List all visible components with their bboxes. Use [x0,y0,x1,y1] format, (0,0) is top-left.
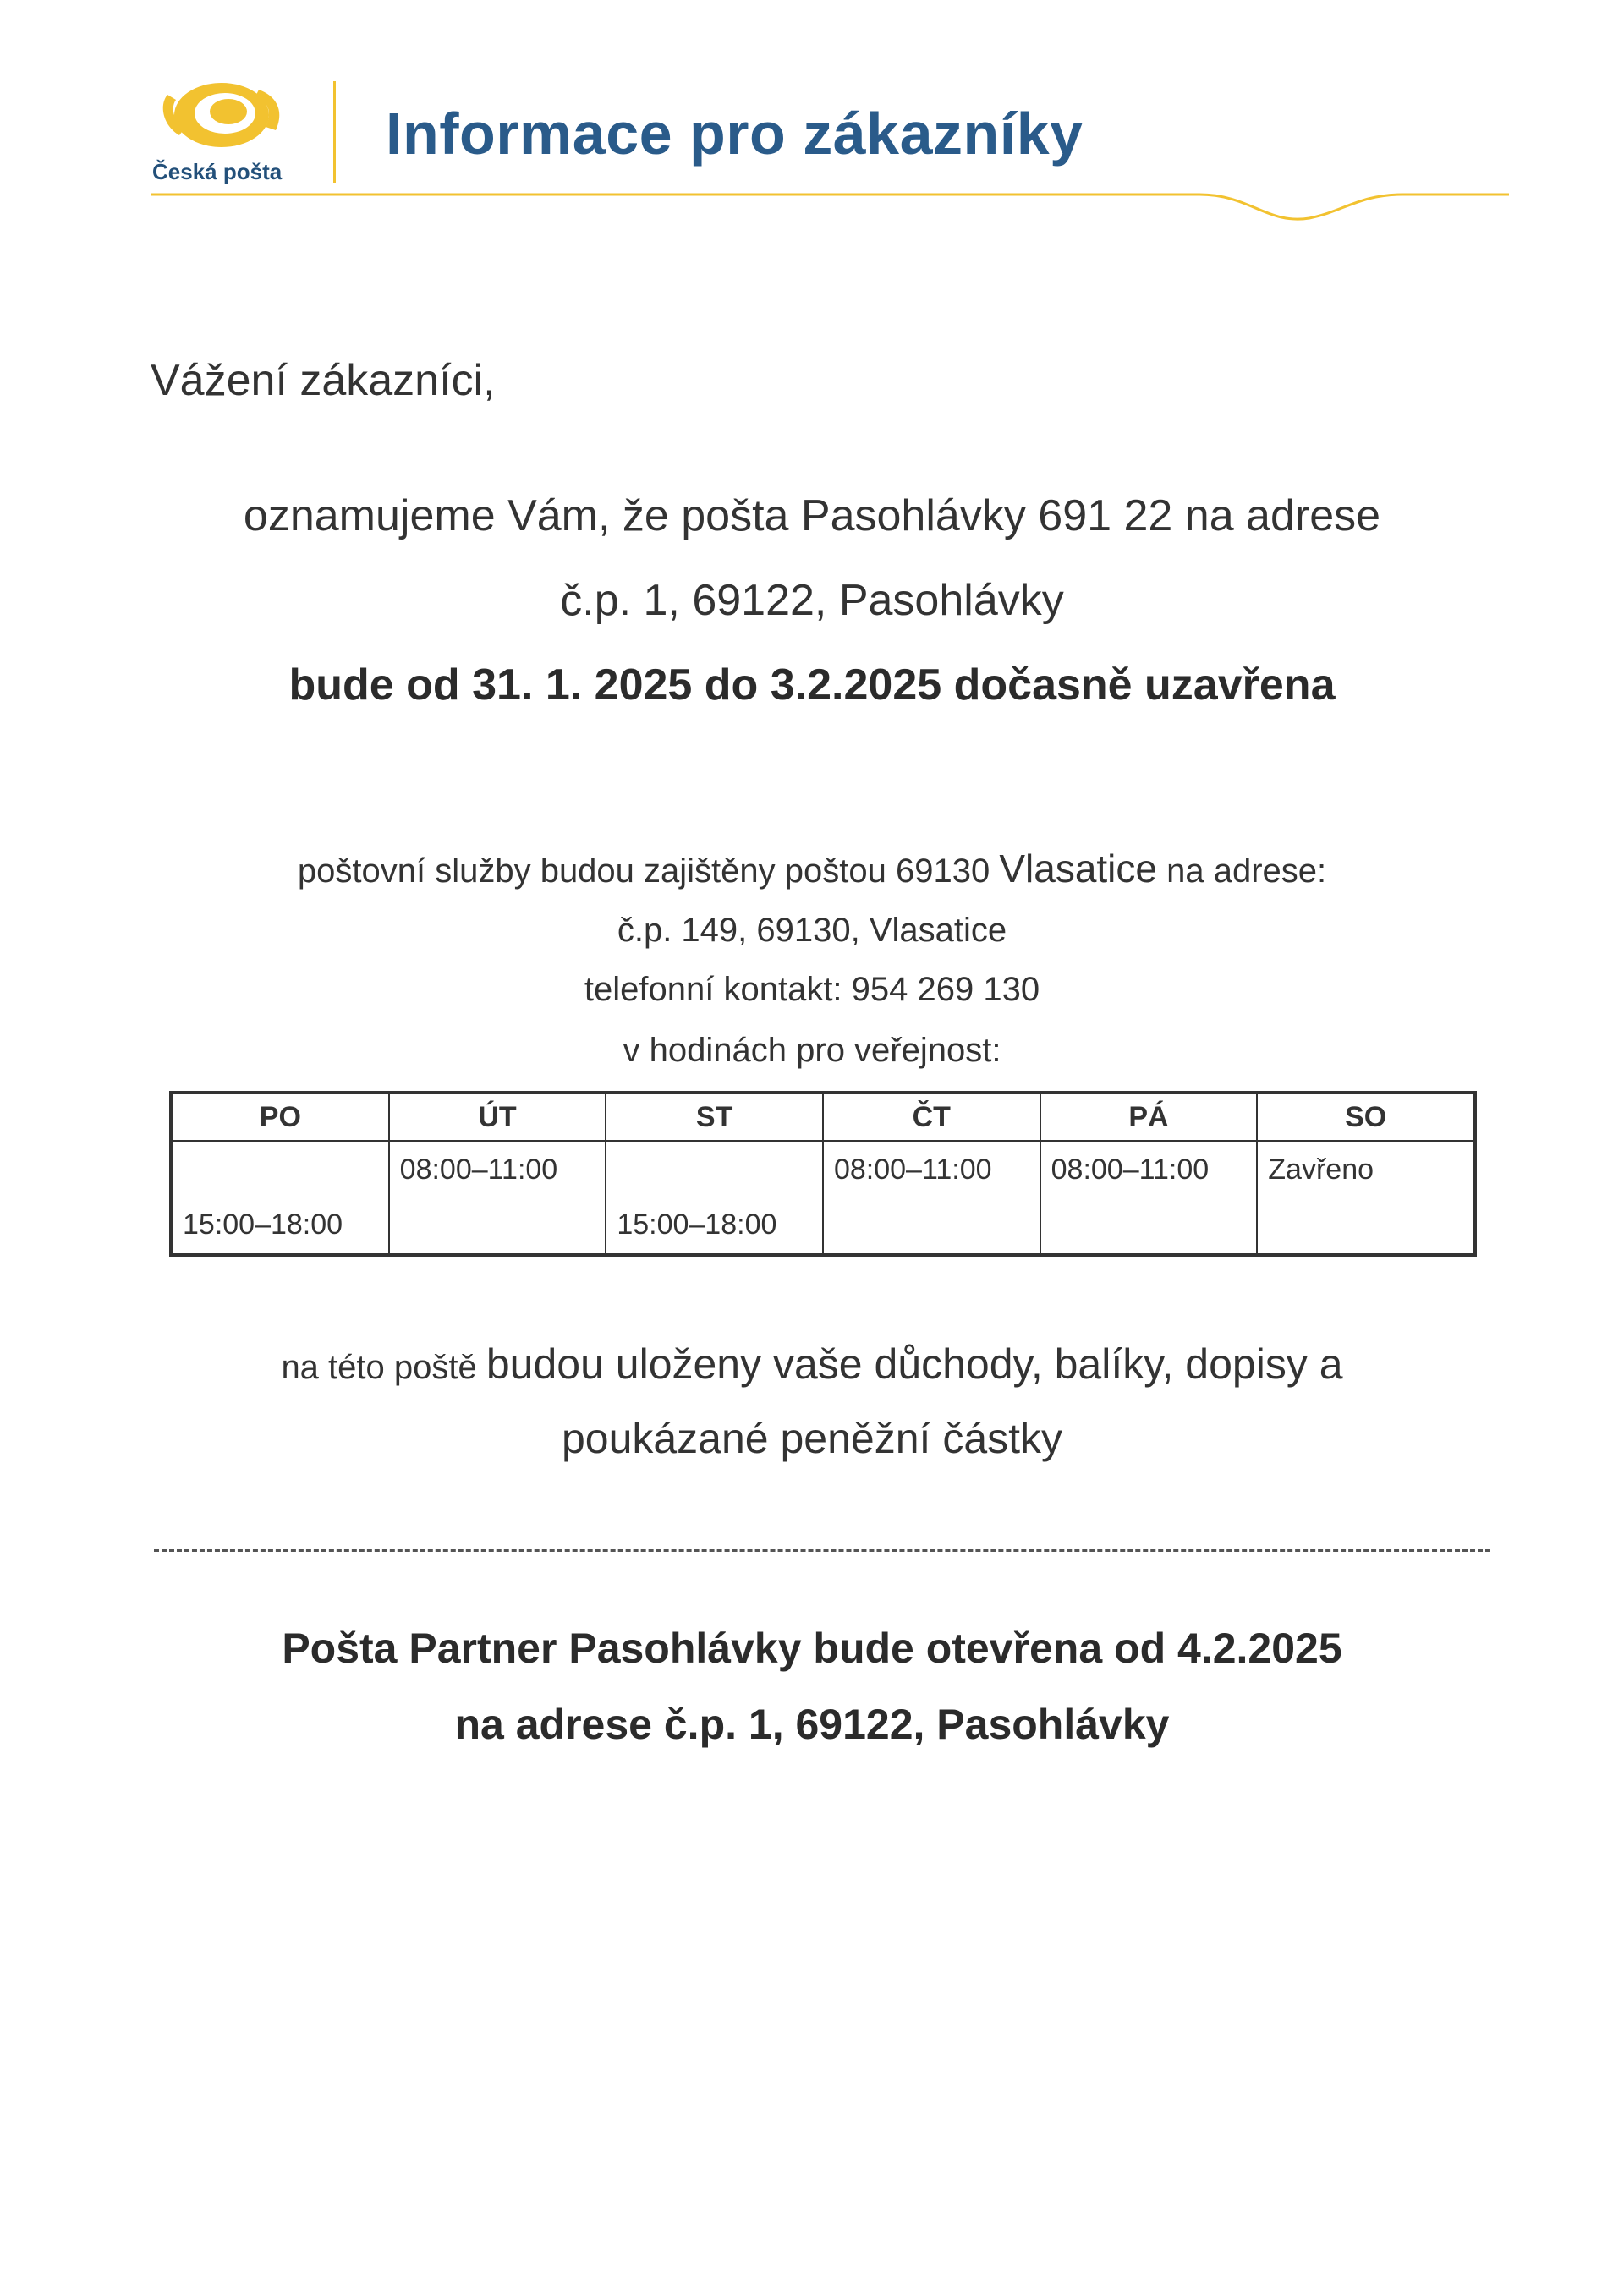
partner-notice: Pošta Partner Pasohlávky bude otevřena od 4.2.2025 [282,1625,1342,1672]
announcement: oznamujeme Vám, že pošta Pasohlávky 691 22 na adrese [243,491,1381,540]
morning-hours: 08:00–11:00 [399,1153,558,1186]
phone-contact: telefonní kontakt: 954 269 130 [584,971,1040,1008]
day-header: ČT [823,1093,1040,1141]
day-header: SO [1257,1093,1474,1141]
day-header: ST [606,1093,823,1141]
page-title: Informace pro zákazníky [386,101,1084,167]
logo-text: Česká pošta [152,159,283,184]
table-header-row [172,1093,1474,1141]
hours-cell [172,1141,389,1254]
hours-cell [823,1141,1040,1254]
stored-items-notice [0,1340,1624,1389]
ceska-posta-logo [151,81,293,191]
hours-cell [606,1141,823,1254]
stored-items-notice-line2: poukázané peněžní částky [561,1415,1063,1462]
hours-cell [389,1141,606,1254]
afternoon-hours: 15:00–18:00 [617,1208,777,1241]
partner-address: na adrese č.p. 1, 69122, Pasohlávky [454,1701,1170,1748]
stored-text-2: budou uloženy vaše důchody, balíky, dopisy a [486,1340,1343,1388]
morning-hours: 08:00–11:00 [833,1153,992,1186]
alternative-address: č.p. 149, 69130, Vlasatice [617,912,1007,949]
posthorn-icon [151,81,293,157]
opening-hours-table [169,1091,1477,1257]
post-office-address: č.p. 1, 69122, Pasohlávky [560,576,1064,625]
dashed-divider [154,1549,1490,1552]
services-text-2: na adrese: [1156,852,1327,890]
hours-intro: v hodinách pro veřejnost: [623,1032,1001,1069]
day-header: ÚT [389,1093,606,1141]
stored-text-1: na této poště [281,1349,486,1386]
afternoon-hours: 15:00–18:00 [183,1208,343,1241]
services-town: Vlasatice [999,847,1157,890]
morning-hours: 08:00–11:00 [1051,1153,1210,1186]
header-underline [151,184,1509,227]
header-divider [333,81,336,183]
hours-cell [1040,1141,1258,1254]
services-notice [0,846,1624,891]
hours-cell [1257,1141,1474,1254]
day-header: PÁ [1040,1093,1258,1141]
closure-notice: bude od 31. 1. 2025 do 3.2.2025 dočasně uzavřena [288,660,1336,710]
table-row [172,1141,1474,1254]
services-text-1: poštovní služby budou zajištěny poštou 69130 [297,852,1000,890]
salutation: Vážení zákazníci, [151,356,496,405]
day-header: PO [172,1093,389,1141]
morning-hours: Zavřeno [1268,1153,1374,1186]
